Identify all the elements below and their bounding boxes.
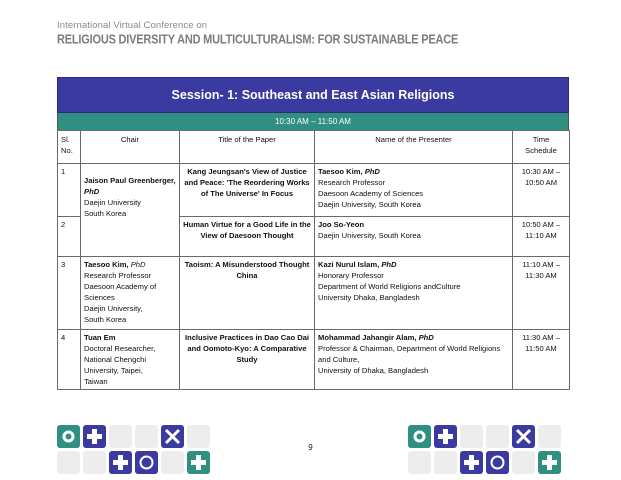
presenter-line: University Dhaka, Bangladesh — [318, 293, 420, 302]
time-slot: 10:50 AM – 11:10 AM — [513, 217, 570, 257]
presenter-line: Research Professor — [318, 178, 386, 187]
table-row — [58, 257, 570, 330]
presenter-line: Daesoon Academy of Sciences — [318, 189, 424, 198]
cross-pattern-icon — [486, 451, 509, 474]
time-slot: 10:30 AM – 10:50 AM — [513, 164, 570, 217]
table-row — [58, 330, 570, 390]
chair-line: University, Taipei, — [84, 366, 143, 375]
cross-pattern-icon — [538, 451, 561, 474]
cross-pattern-icon — [135, 451, 158, 474]
presenter-name: Taesoo Kim, PhD — [318, 167, 380, 176]
gray-pattern-icon — [57, 451, 80, 474]
cross-pattern-icon — [187, 451, 210, 474]
chair-line: Daesoon Academy of Sciences — [84, 282, 157, 302]
conference-title: RELIGIOUS DIVERSITY AND MULTICULTURALISM: FOR SUSTAINABLE PEACE — [57, 33, 459, 47]
row-number: 3 — [58, 257, 81, 330]
paper-title: Inclusive Practices in Dao Cao Dai and Oomoto-Kyo: A Comparative Study — [180, 330, 315, 390]
presenter-cell — [315, 257, 513, 330]
presenter-line: University of Dhaka, Bangladesh — [318, 366, 429, 375]
cross-pattern-icon — [460, 451, 483, 474]
chair-name: Taesoo Kim, PhD — [84, 260, 146, 269]
gray-pattern-icon — [408, 451, 431, 474]
session-table-container — [57, 77, 569, 390]
chair-cell — [81, 330, 180, 390]
gray-pattern-icon — [538, 425, 561, 448]
col-header-chair: Chair — [81, 131, 180, 164]
table-row — [58, 164, 570, 217]
leaf-pattern-icon — [57, 425, 80, 448]
chair-line: Research Professor — [84, 271, 152, 280]
chair-name: Tuan Em — [84, 333, 116, 342]
presenter-line: Honorary Professor — [318, 271, 384, 280]
gray-pattern-icon — [109, 425, 132, 448]
chair-line: Daejin University — [84, 198, 141, 207]
paper-title: Taoism: A Misunderstood Thought China — [180, 257, 315, 330]
presenter-name: Kazi Nurul Islam, PhD — [318, 260, 397, 269]
row-number: 2 — [58, 217, 81, 257]
gray-pattern-icon — [486, 425, 509, 448]
gray-pattern-icon — [187, 425, 210, 448]
cross-pattern-icon — [434, 425, 457, 448]
decorative-pattern-left — [57, 425, 210, 474]
chair-line: Daejin University, — [84, 304, 143, 313]
gray-pattern-icon — [161, 451, 184, 474]
cross-pattern-icon — [109, 451, 132, 474]
col-header-time: Time Schedule — [513, 131, 570, 164]
col-header-paper: Title of the Paper — [180, 131, 315, 164]
chair-line: Taiwan — [84, 377, 108, 386]
cross-pattern-icon — [83, 425, 106, 448]
conference-header — [57, 20, 458, 45]
chair-line: National Chengchi — [84, 355, 147, 364]
leaf-pattern-icon — [408, 425, 431, 448]
presenter-line: Department of World Religions andCulture — [318, 282, 461, 291]
presenter-cell — [315, 217, 513, 257]
cross-pattern-icon — [512, 425, 535, 448]
gray-pattern-icon — [434, 451, 457, 474]
gray-pattern-icon — [512, 451, 535, 474]
chair-name: Jaison Paul Greenberger, PhD — [84, 176, 176, 196]
time-slot: 11:30 AM – 11:50 AM — [513, 330, 570, 390]
presenter-cell — [315, 164, 513, 217]
session-title: Session- 1: Southeast and East Asian Religions — [57, 77, 569, 113]
row-number: 1 — [58, 164, 81, 217]
chair-cell — [81, 257, 180, 330]
conference-subtitle: International Virtual Conference on — [57, 20, 208, 31]
chair-line: Doctoral Researcher, — [84, 344, 156, 353]
chair-cell — [81, 164, 180, 257]
presenter-name: Joo So-Yeon — [318, 220, 364, 229]
session-time: 10:30 AM – 11:50 AM — [57, 113, 569, 130]
presenter-line: Daejin University, South Korea — [318, 200, 421, 209]
gray-pattern-icon — [83, 451, 106, 474]
session-table — [57, 130, 570, 390]
table-header-row — [58, 131, 570, 164]
paper-title: Human Virtue for a Good Life in the View of Daesoon Thought — [180, 217, 315, 257]
paper-title: Kang Jeungsan's View of Justice and Peace: 'The Reordering Works of The Universe' In Focus — [180, 164, 315, 217]
gray-pattern-icon — [135, 425, 158, 448]
decorative-pattern-right — [408, 425, 561, 474]
page-number: 9 — [308, 443, 313, 452]
cross-pattern-icon — [161, 425, 184, 448]
presenter-cell — [315, 330, 513, 390]
presenter-line: Daejin University, South Korea — [318, 231, 421, 240]
time-slot: 11:10 AM – 11:30 AM — [513, 257, 570, 330]
row-number: 4 — [58, 330, 81, 390]
presenter-name: Mohammad Jahangir Alam, PhD — [318, 333, 434, 342]
chair-line: South Korea — [84, 315, 127, 324]
presenter-line: Professor & Chairman, Department of World Religions and Culture, — [318, 344, 501, 364]
gray-pattern-icon — [460, 425, 483, 448]
col-header-presenter: Name of the Presenter — [315, 131, 513, 164]
chair-line: South Korea — [84, 209, 127, 218]
col-header-sl: Sl. No. — [58, 131, 81, 164]
